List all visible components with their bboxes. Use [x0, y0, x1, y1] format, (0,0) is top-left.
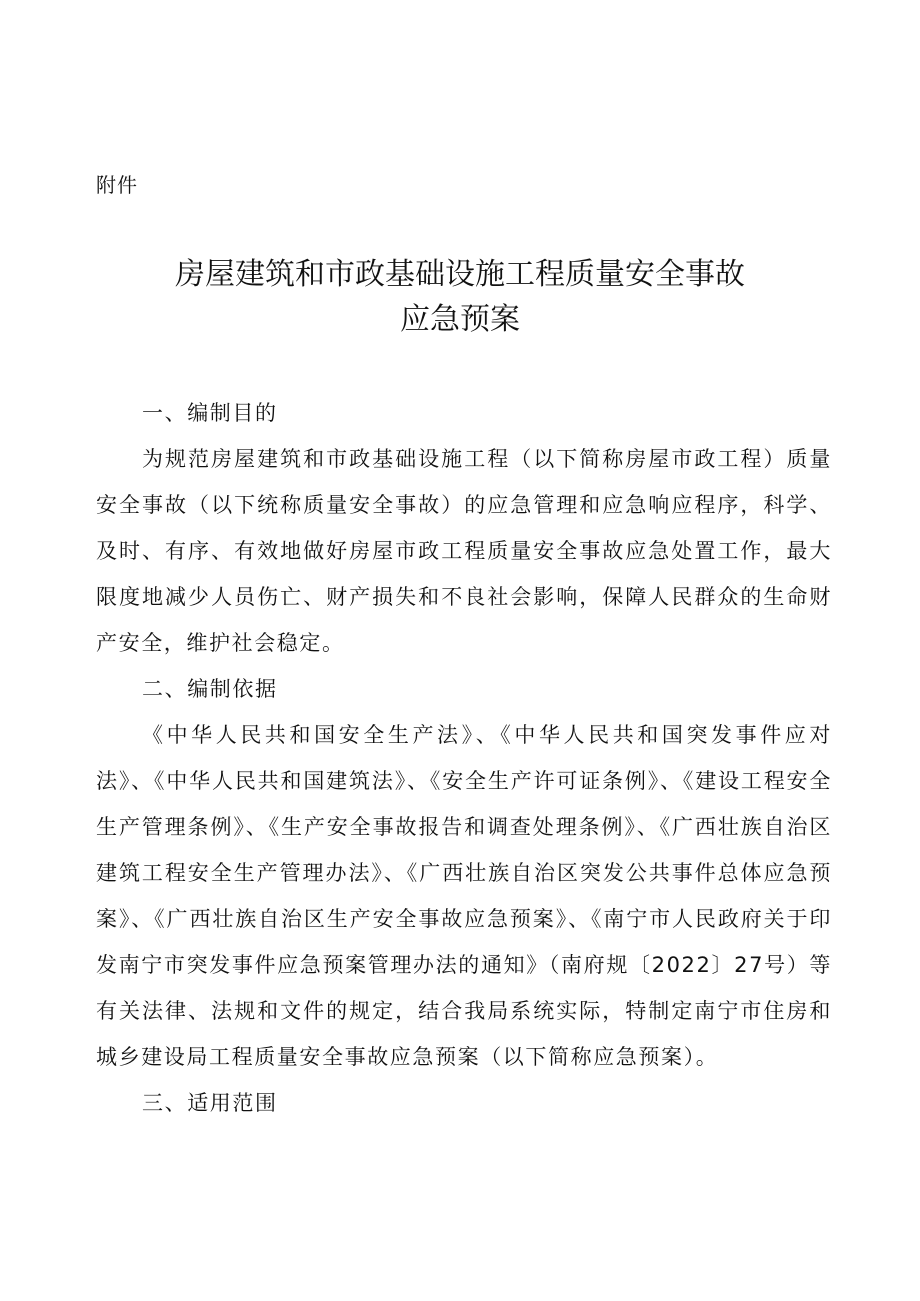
title-line-1: 房屋建筑和市政基础设施工程质量安全事故	[175, 257, 745, 292]
title-line-2: 应急预案	[400, 302, 520, 337]
section-body-purpose: 为规范房屋建筑和市政基础设施工程（以下简称房屋市政工程）质量安全事故（以下统称质量安全事故）的应急管理和应急响应程序，科学、及时、有序、有效地做好房屋市政工程质量安全事故应急处置工作，最大限度地减少人员伤亡、财产损失和不良社会影响，保障人民群众的生命财产安全，维护社会稳定。	[96, 447, 832, 655]
section-heading-scope: 三、适用范围	[142, 1091, 278, 1115]
section-body-basis: 《中华人民共和国安全生产法》、《中华人民共和国突发事件应对法》、《中华人民共和国建筑法》、《安全生产许可证条例》、《建设工程安全生产管理条例》、《生产安全事故报告和调查处理条例》、《广西壮族自治区建筑工程安全生产管理办法》、《广西壮族自治区突发公共事件总体应急预案》、《广西壮族自治区生产安全事故应急预案》、《南宁市人民政府关于印发南宁市突发事件应急预案管理办法的通知》（南府规〔2022〕27号）等有关法律、法规和文件的规定，结合我局系统实际，特制定南宁市住房和城乡建设局工程质量安全事故应急预案（以下简称应急预案）。	[96, 723, 832, 1069]
section-heading-basis: 二、编制依据	[142, 677, 278, 701]
document-title	[0, 252, 920, 342]
section-heading-purpose: 一、编制目的	[142, 401, 278, 425]
attachment-label: 附件	[96, 173, 138, 197]
document-body	[96, 390, 832, 1126]
